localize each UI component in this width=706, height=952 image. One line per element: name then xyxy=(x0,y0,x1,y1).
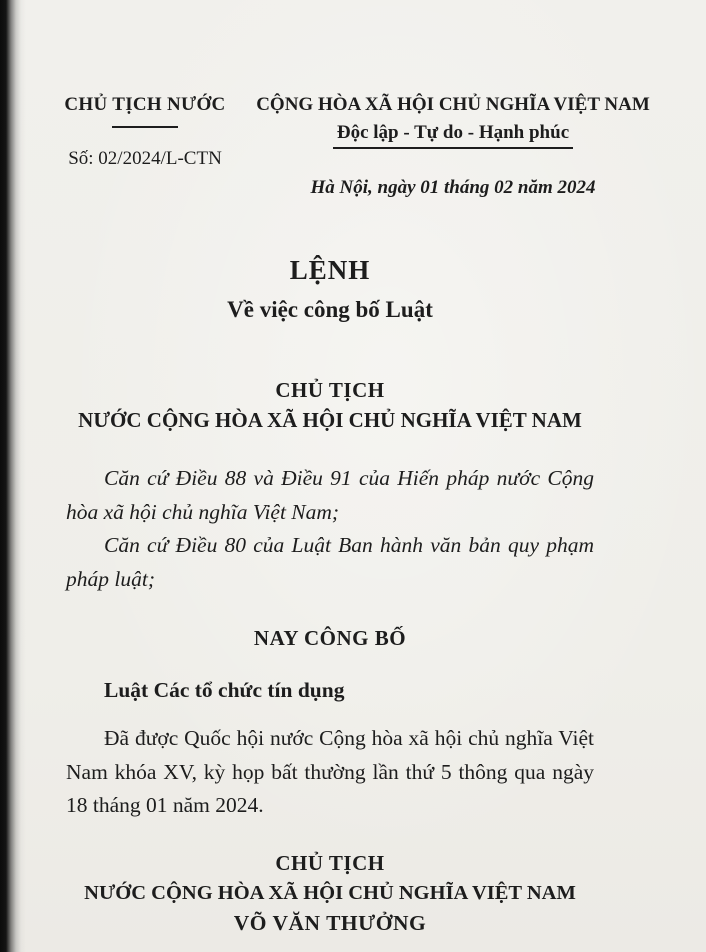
authority-underline xyxy=(112,126,178,128)
national-motto: Độc lập - Tự do - Hạnh phúc xyxy=(333,122,573,149)
document-body xyxy=(66,255,594,938)
place-date-line: Hà Nội, ngày 01 tháng 02 năm 2024 xyxy=(310,177,596,198)
issuer-country: NƯỚC CỘNG HÒA XÃ HỘI CHỦ NGHĨA VIỆT NAM xyxy=(78,408,582,432)
law-name: Luật Các tổ chức tín dụng xyxy=(104,678,345,702)
signature-title: CHỦ TỊCH xyxy=(275,850,385,875)
document-header xyxy=(0,0,706,199)
signature-block xyxy=(66,848,594,938)
announce-heading: NAY CÔNG BỐ xyxy=(253,626,407,650)
signature-country: NƯỚC CỘNG HÒA XÃ HỘI CHỦ NGHĨA VIỆT NAM xyxy=(84,881,576,904)
passage-paragraph: Đã được Quốc hội nước Cộng hòa xã hội chủ nghĩa Việt Nam khóa XV, kỳ họp bất thường lần thứ 5 thông qua ngày 18 tháng 01 năm 2024. xyxy=(66,726,594,817)
document-title: LỆNH xyxy=(289,255,371,285)
issuing-authority: CHỦ TỊCH NƯỚC xyxy=(64,94,226,115)
document-number: Số: 02/2024/L-CTN xyxy=(68,148,222,169)
document-subtitle: Về việc công bố Luật xyxy=(227,297,433,322)
issuing-authority-block xyxy=(40,94,250,199)
national-name: CỘNG HÒA XÃ HỘI CHỦ NGHĨA VIỆT NAM xyxy=(256,94,650,115)
issuer-heading xyxy=(66,375,594,435)
issuer-title: CHỦ TỊCH xyxy=(275,378,385,402)
signer-name: VÕ VĂN THƯỞNG xyxy=(233,910,427,935)
national-heading-block xyxy=(250,94,656,199)
preamble-section xyxy=(66,462,594,596)
preamble-paragraph: Căn cứ Điều 80 của Luật Ban hành văn bản quy phạm pháp luật; xyxy=(66,533,594,591)
preamble-paragraph: Căn cứ Điều 88 và Điều 91 của Hiến pháp nước Cộng hòa xã hội chủ nghĩa Việt Nam; xyxy=(66,466,594,524)
